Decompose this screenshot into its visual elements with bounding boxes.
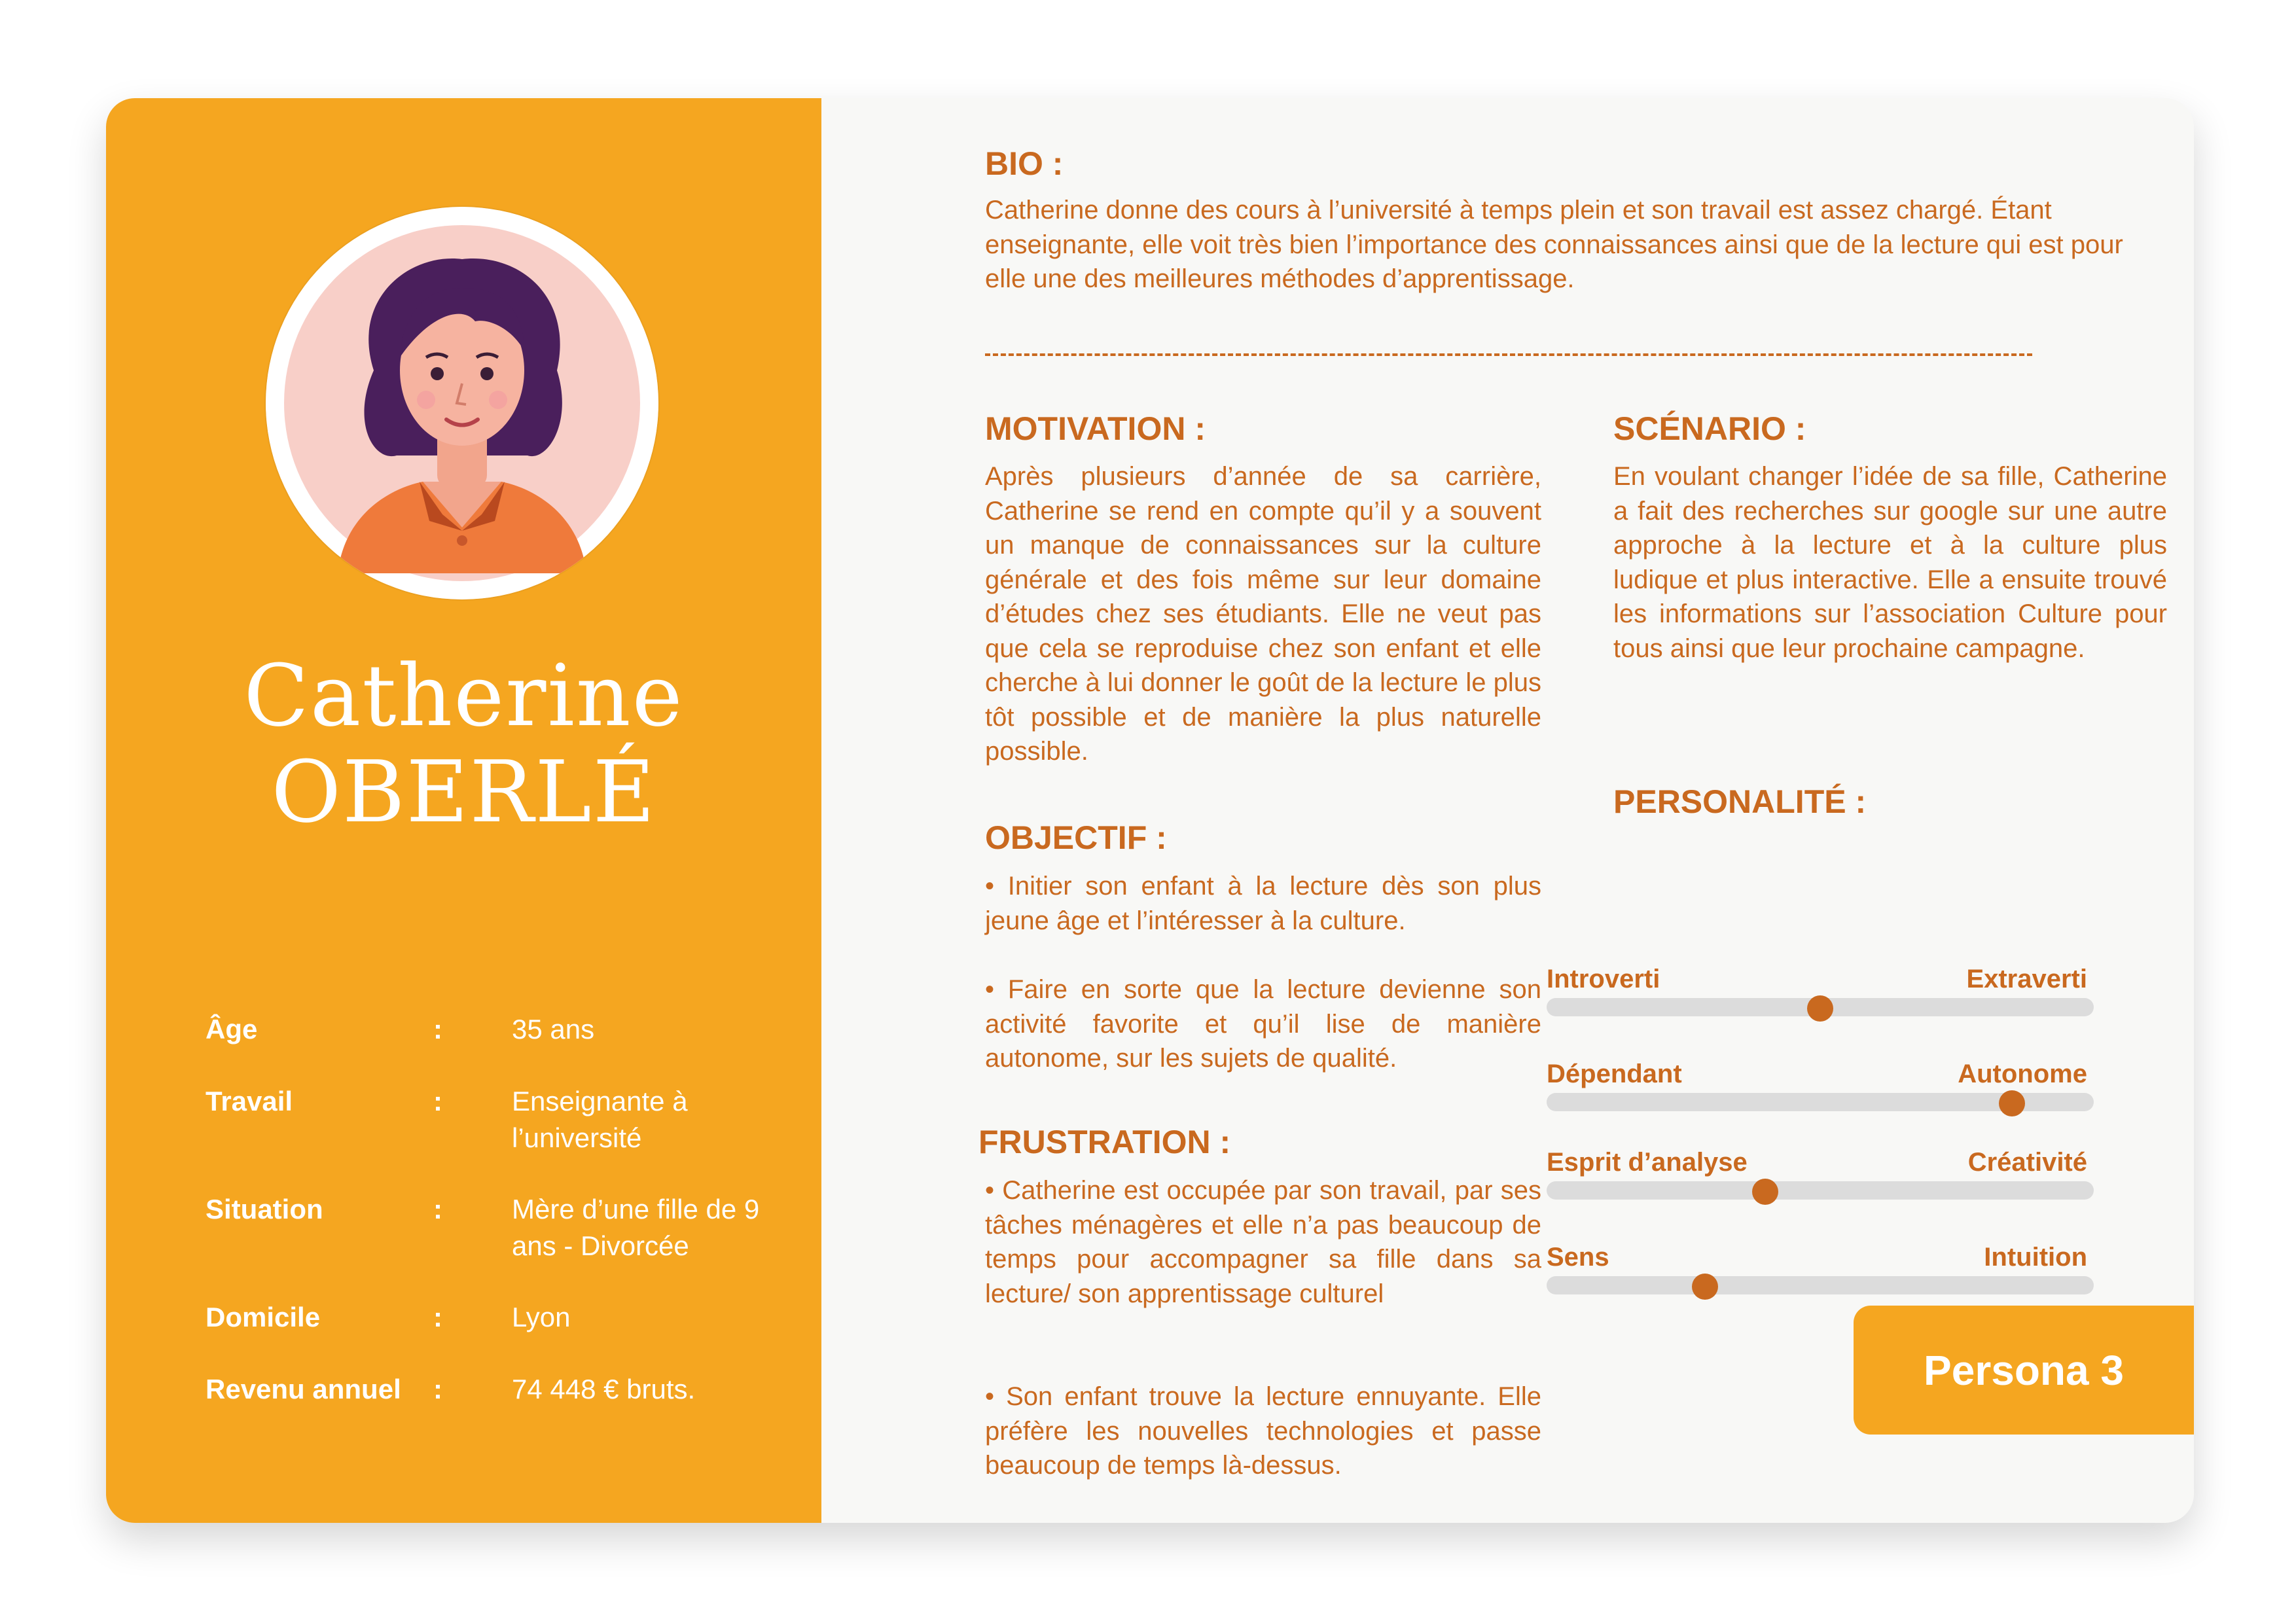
motivation-heading: MOTIVATION : — [985, 410, 1206, 447]
info-row-revenu — [106, 1371, 821, 1450]
frustration-item: • Son enfant trouve la lecture ennuyante. Elle préfère les nouvelles technologies et passe beaucoup de temps là-dessus. — [985, 1382, 1541, 1480]
trait-left-label: Esprit d’analyse — [1547, 1148, 1748, 1177]
slider-knob — [1692, 1274, 1718, 1300]
profile-sidebar — [106, 98, 821, 1523]
trait-right-label: Créativité — [1967, 1148, 2087, 1177]
slider-track — [1547, 1276, 2094, 1294]
objectif-item: • Initier son enfant à la lecture dès son plus jeune âge et l’intéresser à la culture. — [985, 872, 1541, 935]
info-separator: : — [433, 1194, 442, 1224]
slider-knob — [1752, 1179, 1778, 1205]
trait-right-label: Autonome — [1958, 1060, 2087, 1088]
info-value: 35 ans — [512, 1014, 595, 1044]
info-value: Lyon — [512, 1302, 571, 1332]
trait-right-label: Extraverti — [1966, 965, 2087, 993]
persona-card — [106, 98, 2194, 1523]
trait-left-label: Sens — [1547, 1243, 1609, 1272]
bio-text: Catherine donne des cours à l’université à temps plein et son travail est assez chargé. Étant enseignante, elle voit très bien l’importance des connaissances ainsi que de la lecture qui est pour elle une des meilleures méthodes d’apprentissage. — [985, 196, 2123, 293]
bio-heading: BIO : — [985, 145, 1064, 182]
info-row-domicile — [106, 1299, 821, 1378]
info-row-situation — [106, 1191, 821, 1270]
scenario-heading: SCÉNARIO : — [1613, 410, 1806, 447]
woman-avatar-icon — [266, 207, 658, 599]
trait-slider — [1547, 1242, 2094, 1294]
frustration-heading: FRUSTRATION : — [978, 1124, 1231, 1160]
info-separator: : — [433, 1302, 442, 1332]
personality-heading: PERSONALITÉ : — [1613, 783, 1867, 820]
objectif-heading: OBJECTIF : — [985, 819, 1167, 856]
info-separator: : — [433, 1014, 442, 1044]
info-value: Enseignante à l’université — [512, 1086, 688, 1153]
info-label: Revenu annuel — [206, 1374, 401, 1404]
objectif-item: • Faire en sorte que la lecture devienne son activité favorite et qu’il lise de manière autonome, sur les sujets de qualité. — [985, 975, 1541, 1073]
info-value: Mère d’une fille de 9 ans - Divorcée — [512, 1194, 760, 1261]
info-value: 74 448 € bruts. — [512, 1374, 696, 1404]
trait-left-label: Introverti — [1547, 965, 1660, 993]
slider-knob — [1807, 995, 1833, 1022]
info-row-travail — [106, 1083, 821, 1162]
person-last-name: OBERLÉ — [271, 742, 656, 842]
trait-left-label: Dépendant — [1547, 1060, 1682, 1088]
section-divider — [985, 353, 2032, 356]
motivation-text: Après plusieurs d’année de sa carrière, Catherine se rend en compte qu’il y a souvent un manque de connaissances sur la culture générale et des fois même sur leur domaine d’études chez ses étudiants. Elle ne veut pas que cela se reproduise chez son enfant et elle cherche à lui donner le goût de la lecture le plus tôt possible et de manière la plus naturelle possible. — [985, 462, 1541, 766]
trait-slider — [1547, 964, 2094, 1016]
info-label: Domicile — [206, 1302, 321, 1332]
scenario-text: En voulant changer l’idée de sa fille, Catherine a fait des recherches sur google sur une autre approche à la lecture et à la culture plus ludique et plus interactive. Elle a ensuite trouvé les informations sur l’association Culture pour tous ainsi que leur prochaine campagne. — [1613, 462, 2167, 663]
person-first-name: Catherine — [243, 646, 684, 745]
info-label: Travail — [206, 1086, 293, 1116]
info-row-age — [106, 1011, 821, 1090]
trait-right-label: Intuition — [1984, 1243, 2087, 1272]
slider-knob — [1999, 1090, 2025, 1116]
trait-slider — [1547, 1059, 2094, 1111]
trait-slider — [1547, 1147, 2094, 1200]
frustration-item: • Catherine est occupée par son travail, par ses tâches ménagères et elle n’a pas beaucoup de temps pour accompagner sa fille dans sa lecture/ son apprentissage culturel — [985, 1176, 1541, 1308]
info-label: Âge — [206, 1014, 258, 1044]
info-separator: : — [433, 1086, 442, 1116]
info-separator: : — [433, 1374, 442, 1404]
persona-badge: Persona 3 — [1854, 1306, 2194, 1435]
slider-track — [1547, 1181, 2094, 1200]
info-label: Situation — [206, 1194, 323, 1224]
persona-details — [821, 98, 2194, 1523]
